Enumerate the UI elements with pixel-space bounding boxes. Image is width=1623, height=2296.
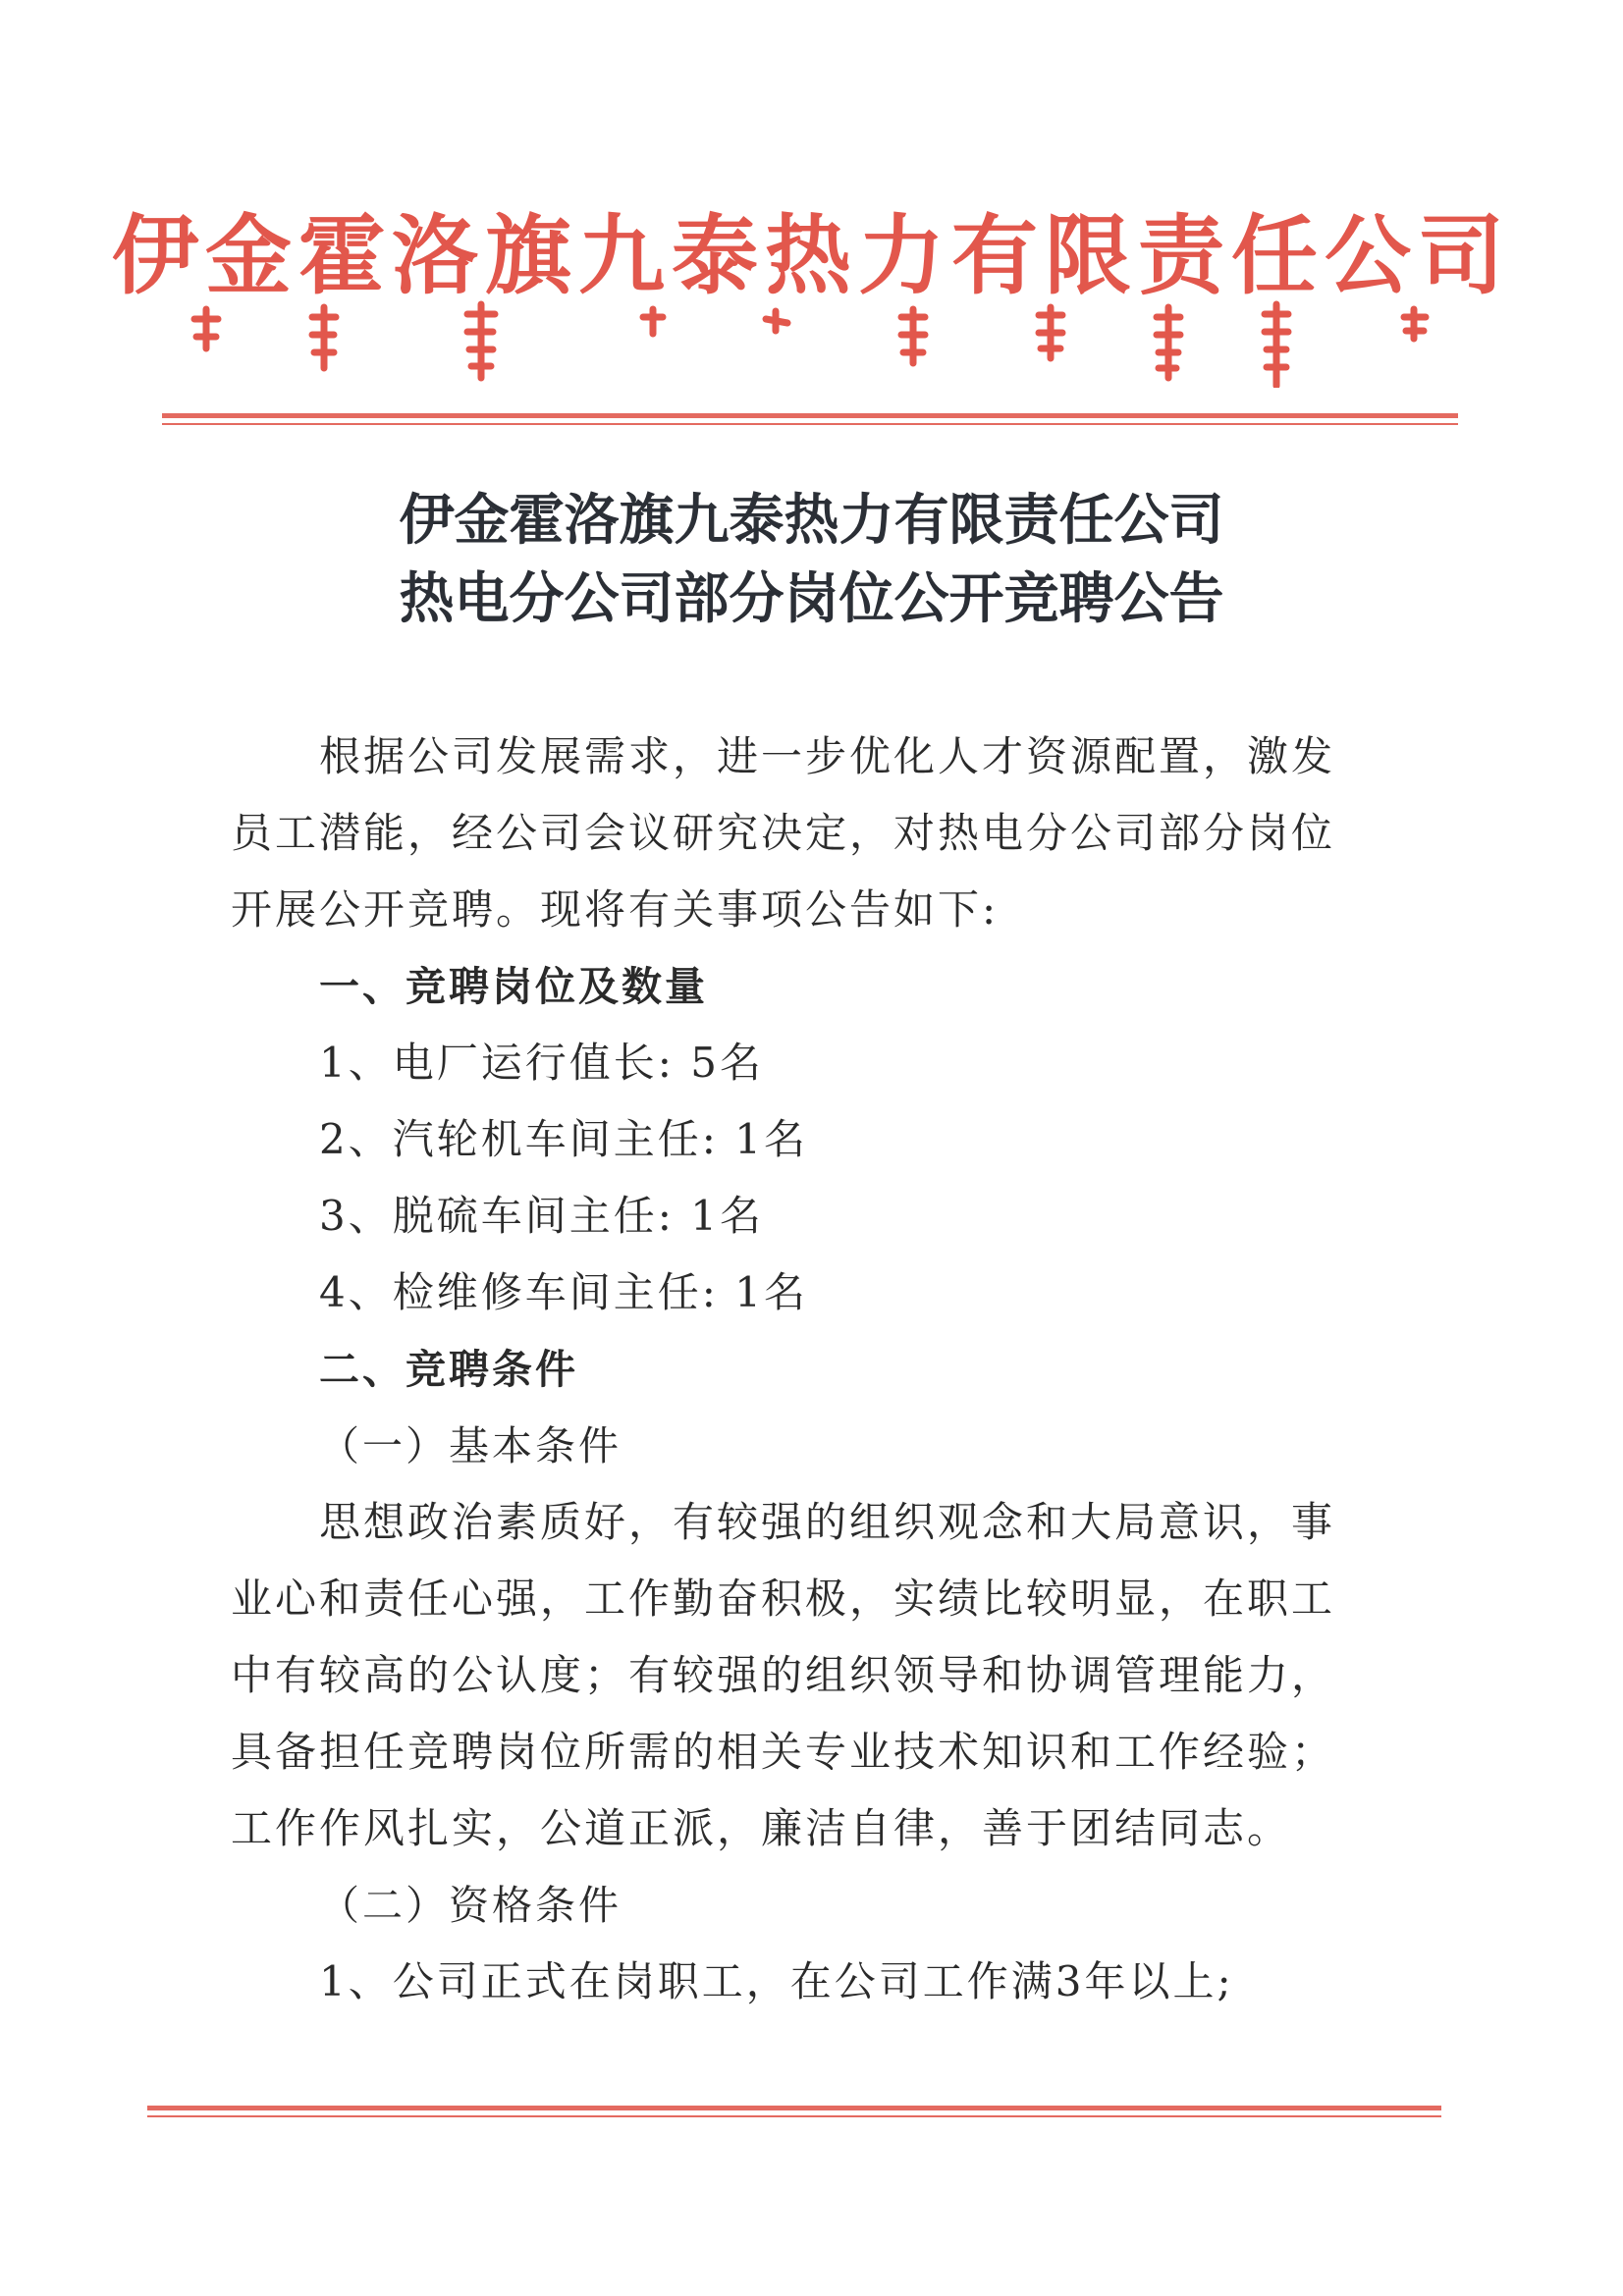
document-title: [0, 481, 1623, 638]
position-item: 2、汽轮机车间主任: 1名: [319, 1115, 808, 1163]
mongolian-script-logo: [187, 299, 1443, 388]
subheading-qualifications: （二）资格条件: [319, 1882, 622, 1929]
document-title-line-1: 伊金霍洛旗九泰热力有限责任公司: [399, 488, 1224, 553]
document-title-line-2: 热电分公司部分岗位公开竞聘公告: [399, 566, 1224, 631]
position-item: 4、检维修车间主任: 1名: [319, 1268, 808, 1316]
basic-conditions-paragraph: 思想政治素质好，有较强的组织观念和大局意识，事业心和责任心强，工作勤奋积极，实绩比较明显，在职工中有较高的公认度；有较强的组织领导和协调管理能力，具备担任竞聘岗位所需的相关专业技术知识和工作经验；工作作风扎实，公道正派，廉洁自律，善于团结同志。: [231, 1498, 1336, 1852]
subheading-basic-conditions: （一）基本条件: [319, 1422, 622, 1469]
letterhead-company-name: 伊金霍洛旗九泰热力有限责任公司: [111, 204, 1511, 306]
letterhead: [0, 196, 1623, 314]
header-divider: [162, 413, 1458, 425]
footer-divider: [147, 2106, 1441, 2117]
position-item: 1、电厂运行值长: 5名: [319, 1039, 764, 1087]
section-heading-positions: 一、竞聘岗位及数量: [319, 963, 708, 1010]
qualification-item: 1、公司正式在岗职工，在公司工作满3年以上;: [319, 1957, 1234, 2005]
intro-paragraph: 根据公司发展需求，进一步优化人才资源配置，激发员工潜能，经公司会议研究决定，对热电分公司部分岗位开展公开竞聘。现将有关事项公告如下:: [231, 732, 1336, 934]
position-item: 3、脱硫车间主任: 1名: [319, 1192, 764, 1240]
document-body: [231, 719, 1355, 2020]
section-heading-conditions: 二、竞聘条件: [319, 1346, 578, 1393]
